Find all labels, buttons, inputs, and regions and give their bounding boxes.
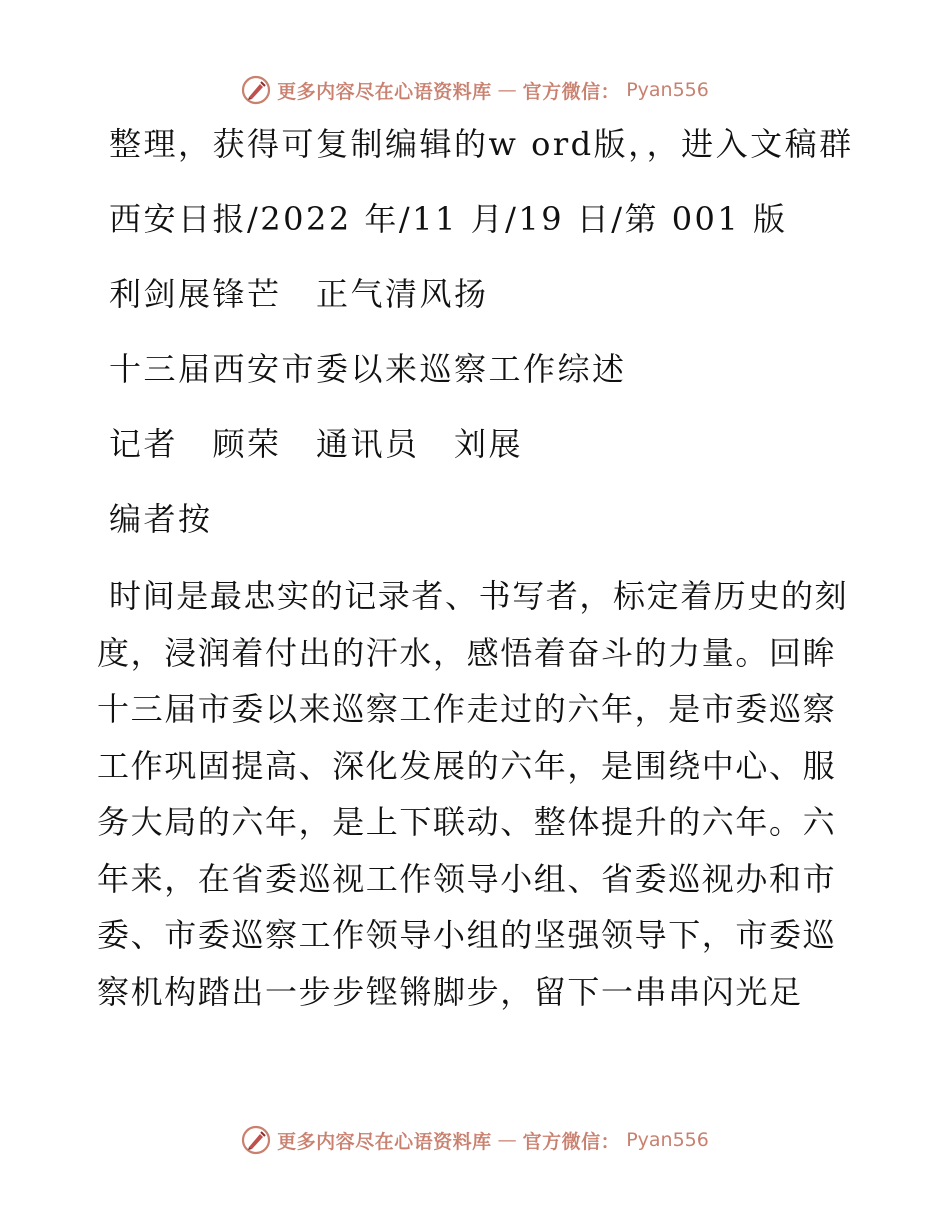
source-line: 西安日报/2022 年/11 月/19 日/第 001 版 xyxy=(109,200,788,238)
pen-logo-icon xyxy=(241,75,271,105)
headline: 利剑展锋芒 正气清风扬 xyxy=(109,275,489,313)
header-watermark xyxy=(0,72,950,108)
watermark-brand: 更多内容尽在心语资料库 xyxy=(277,80,492,103)
watermark-id: Pyan556 xyxy=(626,1129,709,1151)
pen-logo-icon xyxy=(241,1125,271,1155)
watermark-separator: — xyxy=(497,79,517,101)
subheadline: 十三届西安市委以来巡察工作综述 xyxy=(109,350,627,388)
footer-watermark xyxy=(0,1122,950,1158)
byline: 记者 顾荣 通讯员 刘展 xyxy=(109,425,524,463)
editor-note-label: 编者按 xyxy=(109,500,213,538)
watermark-separator: — xyxy=(497,1129,517,1151)
intro-text: 整理，获得可复制编辑的w ord版，，进入文稿群 xyxy=(109,125,854,163)
watermark-id: Pyan556 xyxy=(626,79,709,101)
body-paragraph: 时间是最忠实的记录者、书写者，标定着历史的刻度，浸润着付出的汗水，感悟着奋斗的力量。回眸十三届市委以来巡察工作走过的六年，是市委巡察工作巩固提高、深化发展的六年，是围绕中心、服务大局的六年，是上下联动、整体提升的六年。六年来，在省委巡视工作领导小组、省委巡视办和市委、市委巡察工作领导小组的坚强领导下，市委巡察机构踏出一步步铿锵脚步，留下一串串闪光足 xyxy=(97,577,849,1011)
watermark-brand: 更多内容尽在心语资料库 xyxy=(277,1130,492,1153)
document-content xyxy=(97,118,857,1020)
watermark-label: 官方微信： xyxy=(522,80,621,103)
watermark-label: 官方微信： xyxy=(522,1130,621,1153)
